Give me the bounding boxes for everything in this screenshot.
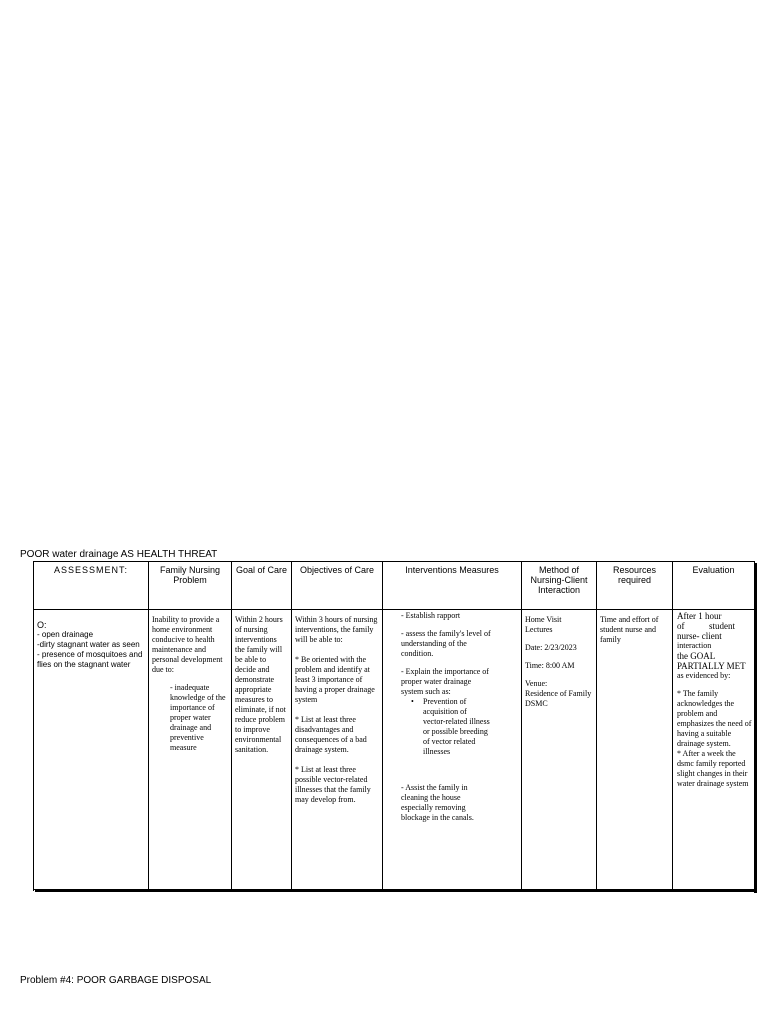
objectives-cell [292, 610, 382, 890]
method-date: Date: 2/23/2023 [525, 643, 577, 652]
evaluation-item: * After a week the dsmc family reported slight changes in their water drainage system [677, 749, 749, 788]
header-assessment: ASSESSMENT: [53, 565, 129, 575]
interventions-cell [383, 610, 521, 890]
evaluation-item: * The family acknowledges the problem and emphasizes the need of having a suitable drainage system. [677, 689, 752, 748]
header-text: Method of [538, 565, 580, 575]
assessment-cell [34, 610, 148, 890]
header-evaluation: Evaluation [692, 565, 735, 575]
problem-cell [149, 610, 231, 890]
table-caption: POOR water drainage AS HEALTH THREAT [20, 549, 218, 560]
evaluation-line: interaction [677, 641, 712, 650]
header-text: Family Nursing [159, 565, 220, 575]
method-cell [522, 610, 596, 890]
assessment-item: - open drainage [37, 630, 94, 639]
assessment-item: - presence of mosquitoes and flies on the stagnant water [37, 650, 143, 669]
evaluation-line: After 1 hour [677, 611, 722, 621]
header-text: required [617, 575, 652, 585]
intervention-item: - assess the family's level of understanding of the condition. [401, 629, 491, 658]
objectives-intro: Within 3 hours of nursing interventions, the family will be able to: [295, 615, 378, 644]
next-problem-caption: Problem #4: POOR GARBAGE DISPOSAL [20, 975, 212, 986]
header-text: Resources [612, 565, 657, 575]
goal-text: Within 2 hours of nursing interventions the family will be able to decide and demonstrate appropriate measures to eliminate, if not reduce problem to improve environmental sanitation. [235, 615, 286, 754]
table-shadow-right [754, 563, 757, 893]
evaluation-line: the GOAL [677, 651, 716, 661]
header-method [522, 561, 596, 609]
header-resources [597, 561, 672, 609]
intervention-bullet [401, 697, 491, 757]
method-line: Home Visit [525, 615, 562, 624]
method-line: Lectures [525, 625, 553, 634]
header-objectives-of-care: Objectives of Care [299, 565, 375, 575]
header-family-nursing-problem [149, 561, 231, 609]
evaluation-cell [673, 610, 754, 890]
method-venue-label: Venue: [525, 679, 548, 688]
goal-cell [232, 610, 291, 890]
evaluation-line: PARTIALLY MET [677, 661, 746, 671]
resources-text: Time and effort of student nurse and family [600, 615, 659, 644]
evaluation-line: as evidenced by: [677, 671, 731, 680]
header-goal-of-care: Goal of Care [235, 565, 288, 575]
header-text: Interaction [537, 585, 581, 595]
resources-cell [597, 610, 672, 890]
intervention-item: - Explain the importance of proper water drainage system such as: [401, 667, 489, 696]
objective-item: * Be oriented with the problem and identify at least 3 importance of having a proper drainage system [295, 655, 375, 704]
header-text: Nursing-Client [530, 575, 588, 585]
intervention-item: - Assist the family in cleaning the house especially removing blockage in the canals. [401, 783, 474, 822]
evaluation-line: nurse- client [677, 631, 722, 641]
objective-item: * List at least three disadvantages and consequences of a bad drainage system. [295, 715, 367, 754]
header-interventions: Interventions Measures [405, 565, 499, 575]
objective-item: * List at least three possible vector-related illnesses that the family may develop from. [295, 765, 371, 804]
evaluation-line: of student [677, 621, 735, 631]
bullet-icon: • [411, 697, 414, 706]
assessment-item: -dirty stagnant water as seen [37, 640, 140, 649]
header-text: Problem [173, 575, 207, 585]
method-venue-value: Residence of Family DSMC [525, 689, 592, 708]
method-time: Time: 8:00 AM [525, 661, 575, 670]
intervention-item: - Establish rapport [401, 611, 461, 620]
assessment-label: O: [37, 620, 47, 630]
nursing-care-plan-table [33, 561, 755, 891]
problem-intro: Inability to provide a home environment conducive to health maintenance and personal development due to: [152, 615, 223, 674]
problem-detail: - inadequate knowledge of the importance of proper water drainage and preventive measure [170, 683, 226, 752]
intervention-bullet-text: Prevention of acquisition of vector-related illness or possible breeding of vector related illnesses [423, 697, 490, 756]
